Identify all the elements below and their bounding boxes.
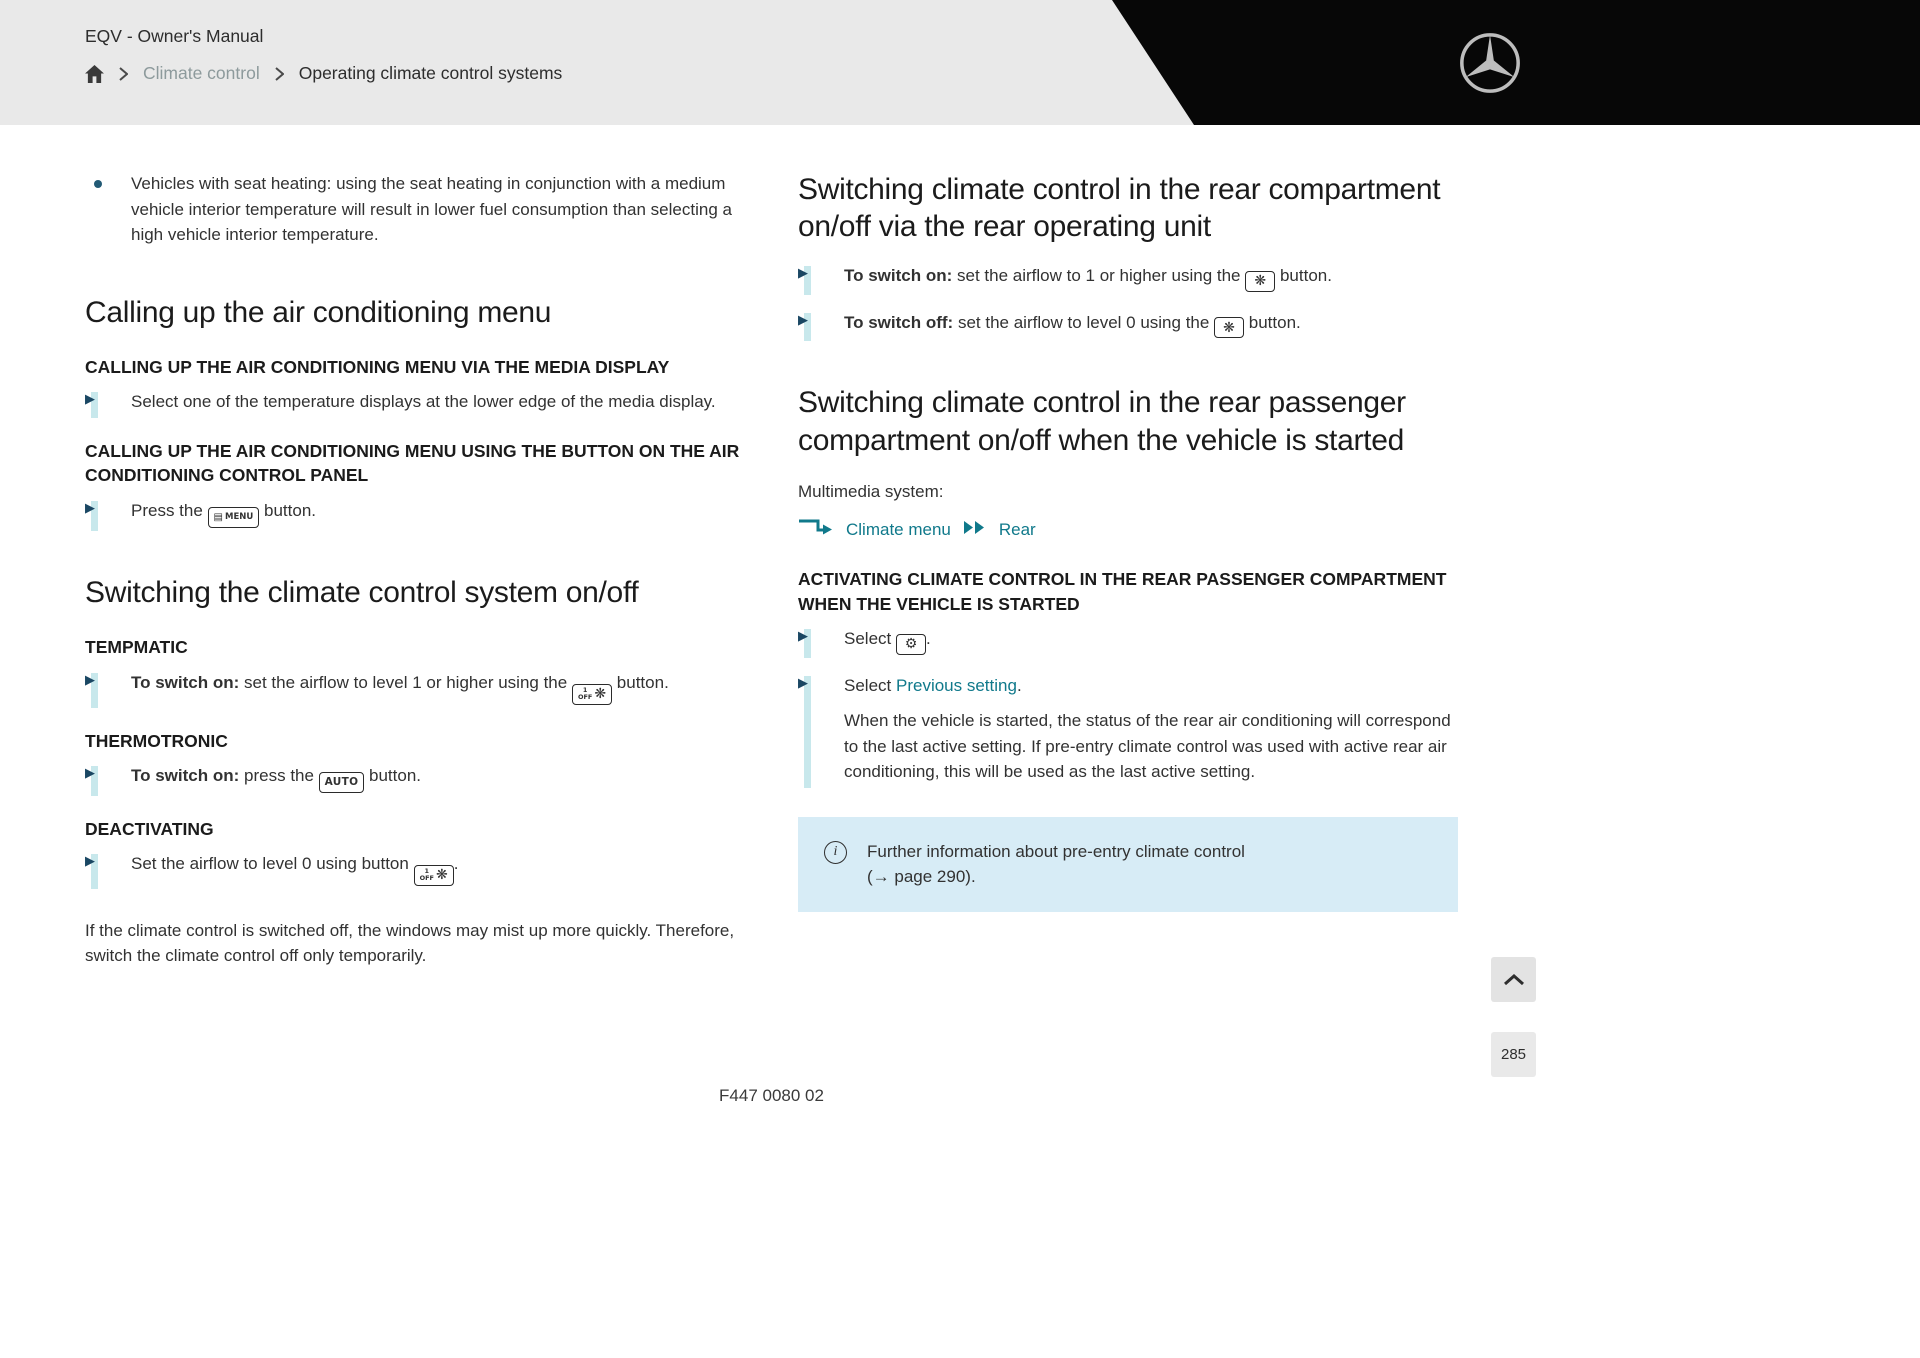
fan-glyph-icon: ❋ [1223, 319, 1235, 336]
chevron-up-icon [1503, 973, 1525, 986]
section-title-rear-when-started: Switching climate control in the rear passenger compartment on/off when the vehicle is started [798, 386, 1406, 457]
subsection-activating-rear: ACTIVATING CLIMATE CONTROL IN THE REAR PASSENGER COMPARTMENT WHEN THE VEHICLE IS STARTED [798, 569, 1447, 614]
info-box [798, 817, 1458, 912]
section-title-rear-operating-unit: Switching climate control in the rear compartment on/off via the rear operating unit [798, 173, 1441, 244]
rear-fan-button-icon [1214, 317, 1244, 338]
step-rear-switch-off [798, 310, 1458, 339]
auto-button-icon: AUTO [319, 772, 365, 793]
settings-button-icon [896, 634, 926, 655]
step-arrow-icon: ▶ [85, 500, 95, 516]
subsection-via-control-panel: CALLING UP THE AIR CONDITIONING MENU USING THE BUTTON ON THE AIR CONDITIONING CONTROL PANEL [85, 440, 740, 486]
fan-glyph-icon: ❋ [1254, 273, 1267, 290]
section-title-calling-up-menu: Calling up the air conditioning menu [85, 295, 552, 329]
step-text: Select Previous setting. [844, 675, 1022, 695]
bullet-icon [94, 180, 102, 188]
document-code: F447 0080 02 [719, 1086, 824, 1105]
page-number-badge[interactable] [1491, 1032, 1536, 1077]
airflow-level-button-icon: 1 OFF ❋ [414, 865, 454, 886]
step-accent-bar [804, 676, 811, 788]
step-arrow-icon: ▶ [798, 675, 808, 691]
info-icon: i [824, 841, 847, 864]
menu-path [798, 516, 1458, 543]
fan-glyph-icon: ❋ [594, 686, 607, 703]
step-arrow-icon: ▶ [85, 766, 95, 782]
previous-setting-link[interactable]: Previous setting [895, 675, 1017, 695]
step-text: Select ⚙ . [844, 626, 1458, 655]
home-icon[interactable] [85, 65, 104, 83]
step-arrow-icon: ▶ [798, 266, 808, 282]
step-arrow-icon: ▶ [85, 392, 95, 408]
mist-warning-text: If the climate control is switched off, the windows may mist up more quickly. Therefore, switch the climate control off only temporarily. [85, 920, 735, 966]
step-text: To switch off: set the airflow to level 0 using the ❋ button. [844, 310, 1458, 339]
step-deactivating [85, 851, 745, 886]
left-column [85, 171, 745, 969]
content [0, 125, 1920, 969]
step-text: To switch on: set the airflow to 1 or higher using the ❋ button. [844, 263, 1458, 292]
step-text: Set the airflow to level 0 using button 1 OFF ❋ . [131, 851, 745, 886]
rear-link[interactable]: Rear [998, 519, 1036, 539]
step-select-settings [798, 626, 1458, 655]
step-rear-switch-on [798, 263, 1458, 292]
subsection-tempmatic: TEMPMATIC [85, 637, 188, 658]
climate-menu-link[interactable]: Climate menu [846, 519, 951, 539]
breadcrumb-current-page: Operating climate control systems [298, 63, 563, 83]
step-detail-text: When the vehicle is started, the status of the rear air conditioning will correspond to the last active setting. If pre-entry climate control was used with active rear air conditioning, this will be used as the last active setting. [844, 711, 1451, 782]
step-thermotronic-switch-on [85, 763, 745, 793]
right-column [798, 171, 1458, 969]
breadcrumb-chevron-icon [275, 67, 284, 81]
mercedes-star-icon [1458, 31, 1522, 95]
double-chevron-icon [963, 520, 987, 540]
step-arrow-icon: ▶ [85, 854, 95, 870]
path-arrow-icon [798, 516, 834, 543]
climate-menu-button-icon: ▤ MENU [208, 507, 260, 528]
page-number: 285 [1500, 1046, 1527, 1063]
info-text: Further information about pre-entry climate control (→ page 290). [867, 841, 1245, 887]
note-list-item [85, 171, 745, 248]
manual-title: EQV - Owner's Manual [85, 26, 264, 46]
subsection-via-media-display: CALLING UP THE AIR CONDITIONING MENU VIA THE MEDIA DISPLAY [85, 356, 670, 377]
breadcrumb-link-climate-control[interactable]: Climate control [143, 63, 260, 83]
brand-panel [1102, 0, 1920, 125]
step-arrow-icon: ▶ [798, 312, 808, 328]
scroll-to-top-button[interactable] [1491, 957, 1536, 1002]
menu-key-glyph-icon: ▤ [213, 511, 223, 523]
multimedia-system-label: Multimedia system: [798, 481, 944, 501]
fan-glyph-icon: ❋ [435, 867, 448, 884]
step-text: Press the ▤ MENU button. [131, 498, 745, 529]
step-select-temperature-display [85, 389, 745, 415]
breadcrumb-chevron-icon [119, 67, 128, 81]
subsection-deactivating: DEACTIVATING [85, 818, 214, 839]
step-tempmatic-switch-on [85, 670, 745, 705]
gear-glyph-icon: ⚙ [904, 636, 918, 653]
step-press-menu-button [85, 498, 745, 529]
step-select-previous-setting [798, 673, 1458, 785]
note-text: Vehicles with seat heating: using the seat heating in conjunction with a medium vehicle interior temperature will result in lower fuel consumption than selecting a high vehicle interior temperature. [131, 174, 732, 244]
airflow-level-button-icon: 1 OFF ❋ [572, 684, 612, 705]
rear-fan-button-icon [1245, 271, 1275, 292]
section-title-switching-on-off: Switching the climate control system on/off [85, 576, 639, 610]
step-arrow-icon: ▶ [85, 672, 95, 688]
step-text: To switch on: set the airflow to level 1 or higher using the 1 OFF ❋ button. [131, 670, 745, 705]
header [0, 0, 1920, 125]
subsection-thermotronic: THERMOTRONIC [85, 730, 228, 751]
step-arrow-icon: ▶ [798, 629, 808, 645]
step-text: To switch on: press the AUTO button. [131, 763, 745, 793]
step-text: Select one of the temperature displays at the lower edge of the media display. [131, 392, 716, 412]
